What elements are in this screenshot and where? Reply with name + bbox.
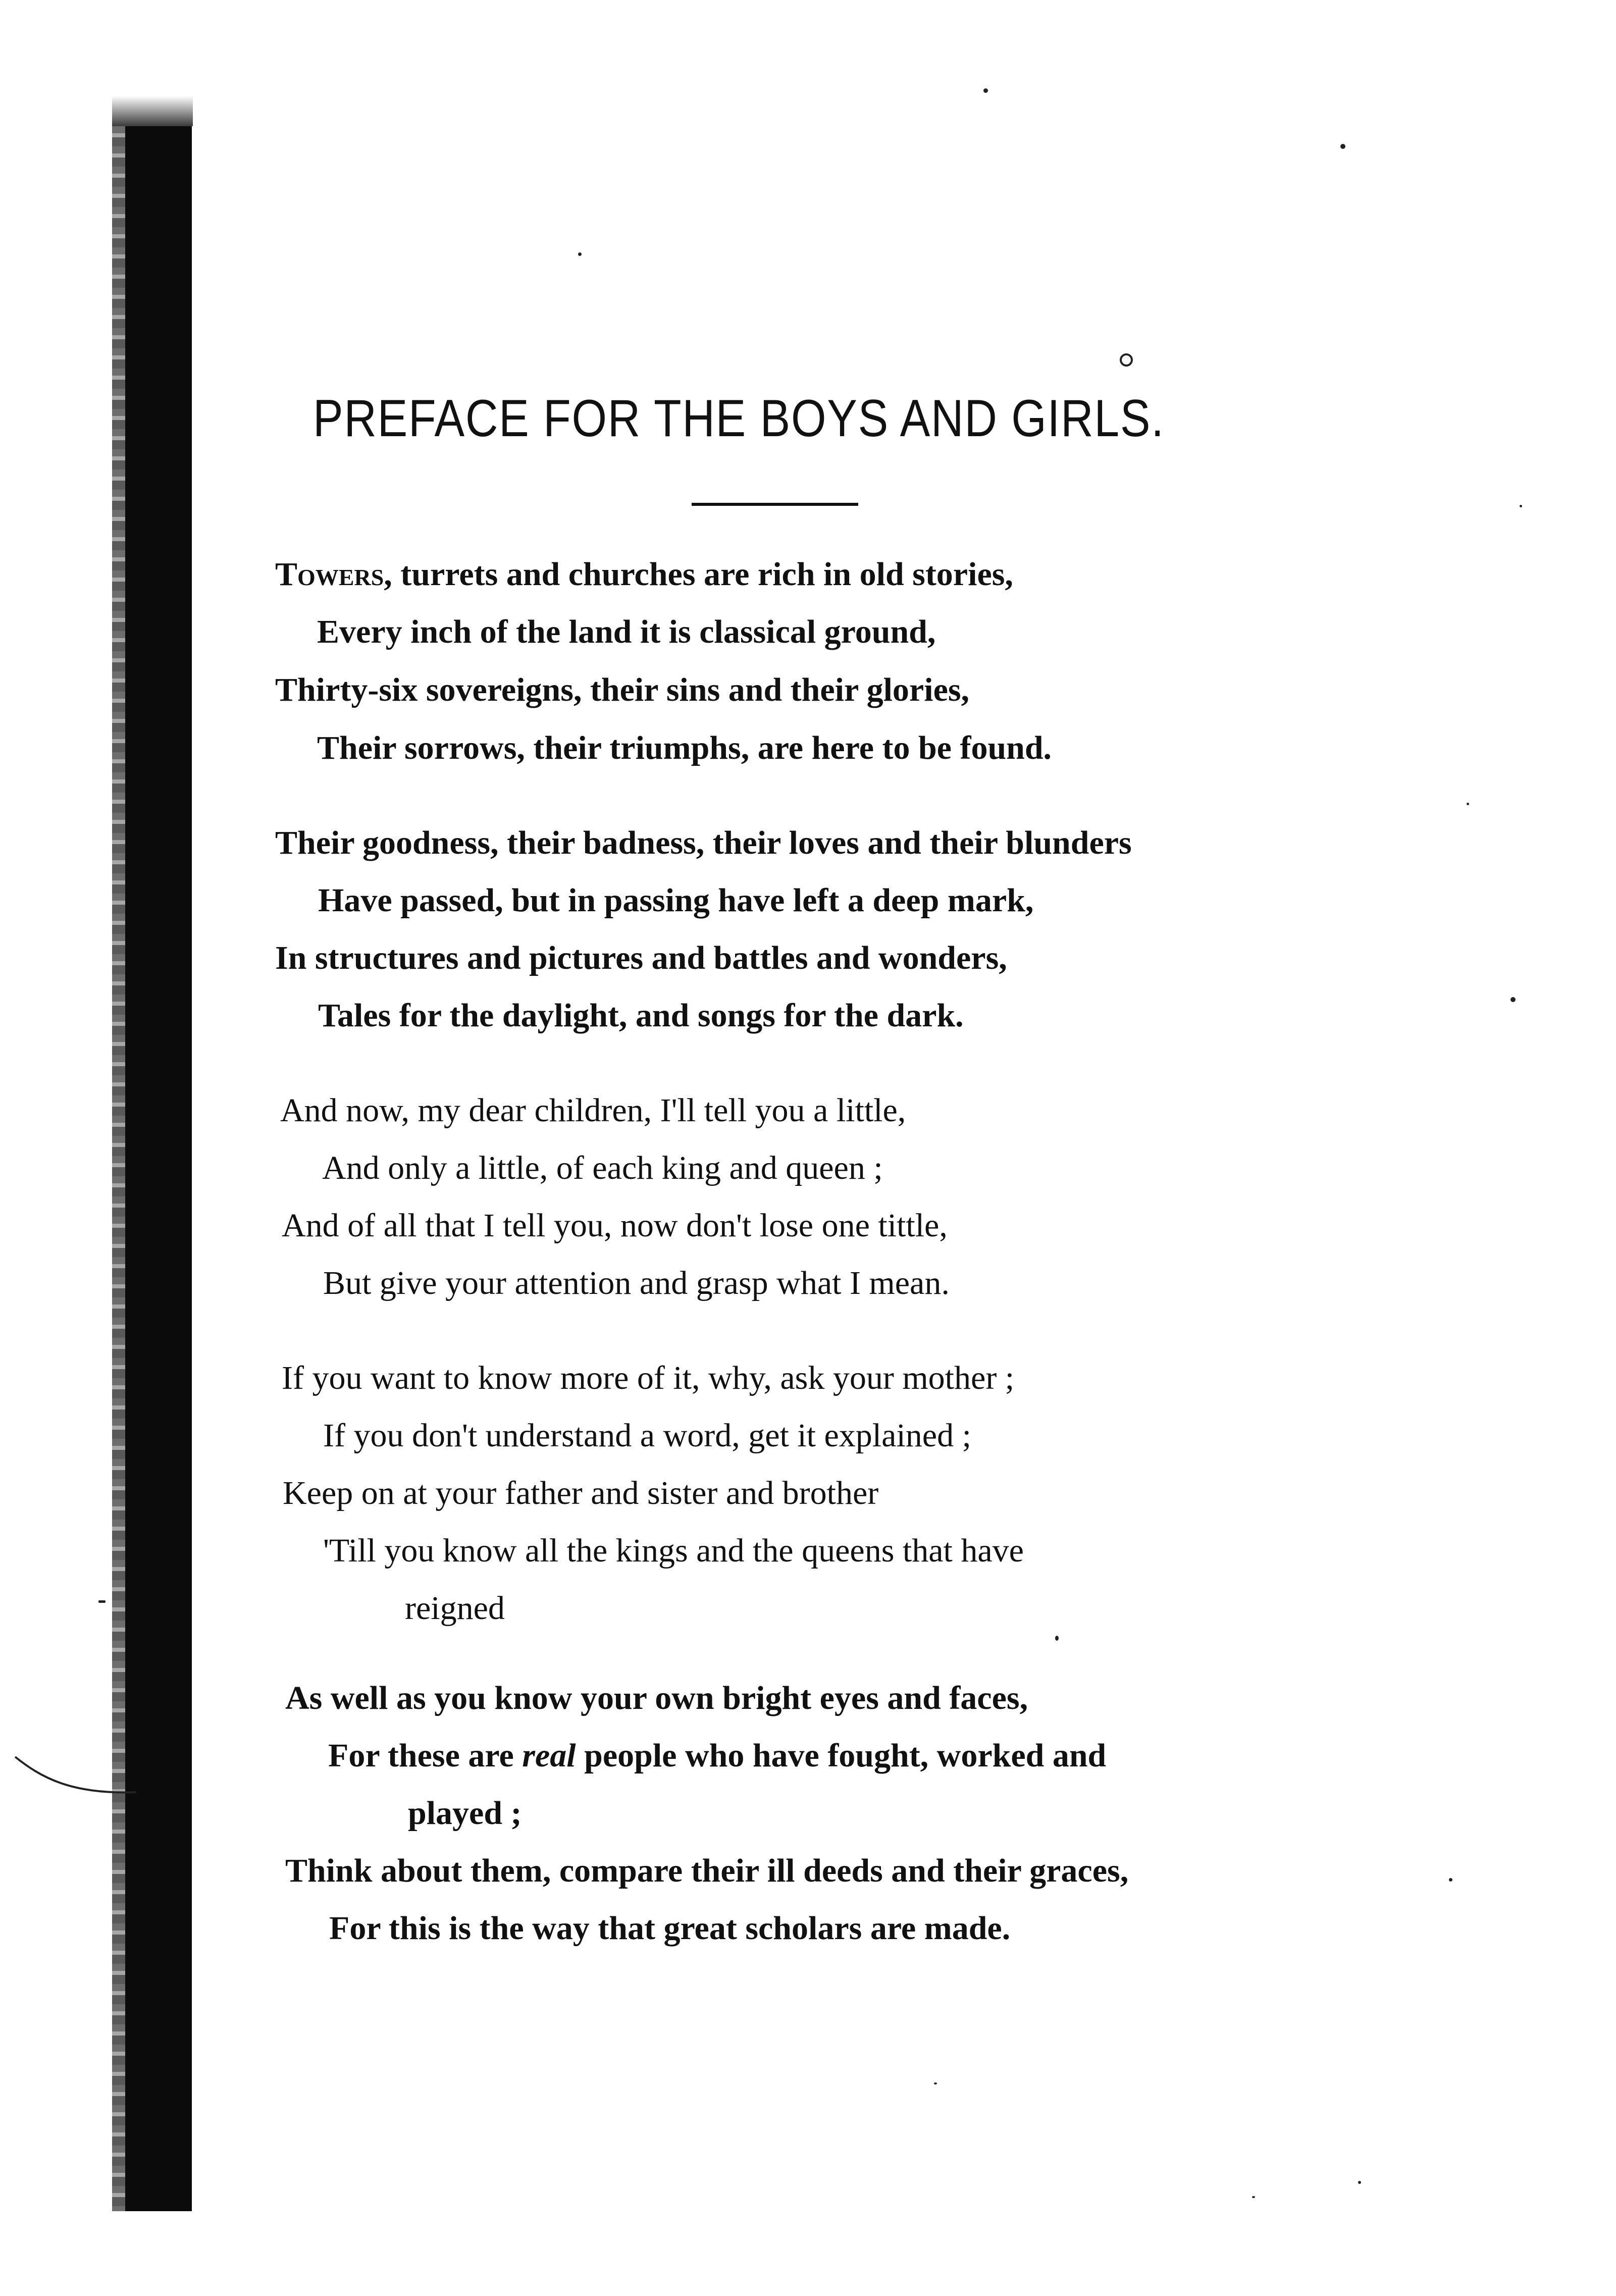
line-text: , turrets and churches are rich in old stories, <box>384 556 1013 593</box>
poem-line: Think about them, compare their ill deeds and their graces, <box>285 1852 1129 1889</box>
poem-line: And only a little, of each king and queen ; <box>322 1150 883 1186</box>
poem-line: But give your attention and grasp what I mean. <box>323 1265 950 1301</box>
margin-curve-mark <box>10 1747 141 1807</box>
scan-speck <box>934 2082 937 2084</box>
scan-speck <box>983 88 988 93</box>
poem-line: As well as you know your own bright eyes and faces, <box>285 1680 1028 1716</box>
poem-line: In structures and pictures and battles and wonders, <box>275 940 1007 976</box>
poem-line: Have passed, but in passing have left a deep mark, <box>318 882 1034 919</box>
poem-line: Their goodness, their badness, their loves and their blunders <box>275 824 1132 861</box>
scan-speck <box>1520 505 1522 507</box>
poem-line: played ; <box>408 1795 522 1832</box>
scan-speck <box>1358 2181 1361 2184</box>
poem-line: And of all that I tell you, now don't lose one tittle, <box>282 1207 948 1244</box>
title-rule <box>692 503 858 506</box>
poem-line: reigned <box>405 1590 505 1627</box>
binding-strip <box>125 126 192 2211</box>
poem-line: Every inch of the land it is classical ground, <box>317 613 936 650</box>
scan-speck <box>1252 2196 1255 2198</box>
scan-ring <box>1120 353 1133 367</box>
poem-line: Their sorrows, their triumphs, are here to be found. <box>317 729 1052 766</box>
scan-speck <box>1467 803 1469 805</box>
italic-word: real <box>522 1737 576 1774</box>
scan-speck <box>98 1600 106 1603</box>
drop-word: Towers <box>275 556 384 593</box>
scan-speck <box>1449 1878 1452 1882</box>
poem-line: For this is the way that great scholars are made. <box>329 1910 1011 1947</box>
poem-line <box>275 554 1013 595</box>
line-text: For these are <box>328 1737 523 1774</box>
scan-speck <box>1340 144 1345 149</box>
poem-line: 'Till you know all the kings and the queens that have <box>323 1532 1024 1569</box>
poem-line: Thirty-six sovereigns, their sins and their glories, <box>275 671 970 708</box>
poem-line: If you don't understand a word, get it explained ; <box>323 1417 971 1454</box>
poem-line: Keep on at your father and sister and brother <box>283 1475 879 1511</box>
poem-line: If you want to know more of it, why, ask your mother ; <box>282 1360 1015 1396</box>
page-title: PREFACE FOR THE BOYS AND GIRLS. <box>313 389 1165 448</box>
poem-line: And now, my dear children, I'll tell you a little, <box>280 1092 906 1129</box>
scan-speck <box>578 252 582 256</box>
line-text: people who have fought, worked and <box>576 1737 1107 1774</box>
scan-speck <box>1510 997 1516 1002</box>
binding-shadow-top <box>112 96 193 126</box>
poem-line <box>328 1736 1106 1776</box>
poem-line: Tales for the daylight, and songs for the dark. <box>318 997 964 1034</box>
scan-speck <box>1055 1636 1059 1641</box>
